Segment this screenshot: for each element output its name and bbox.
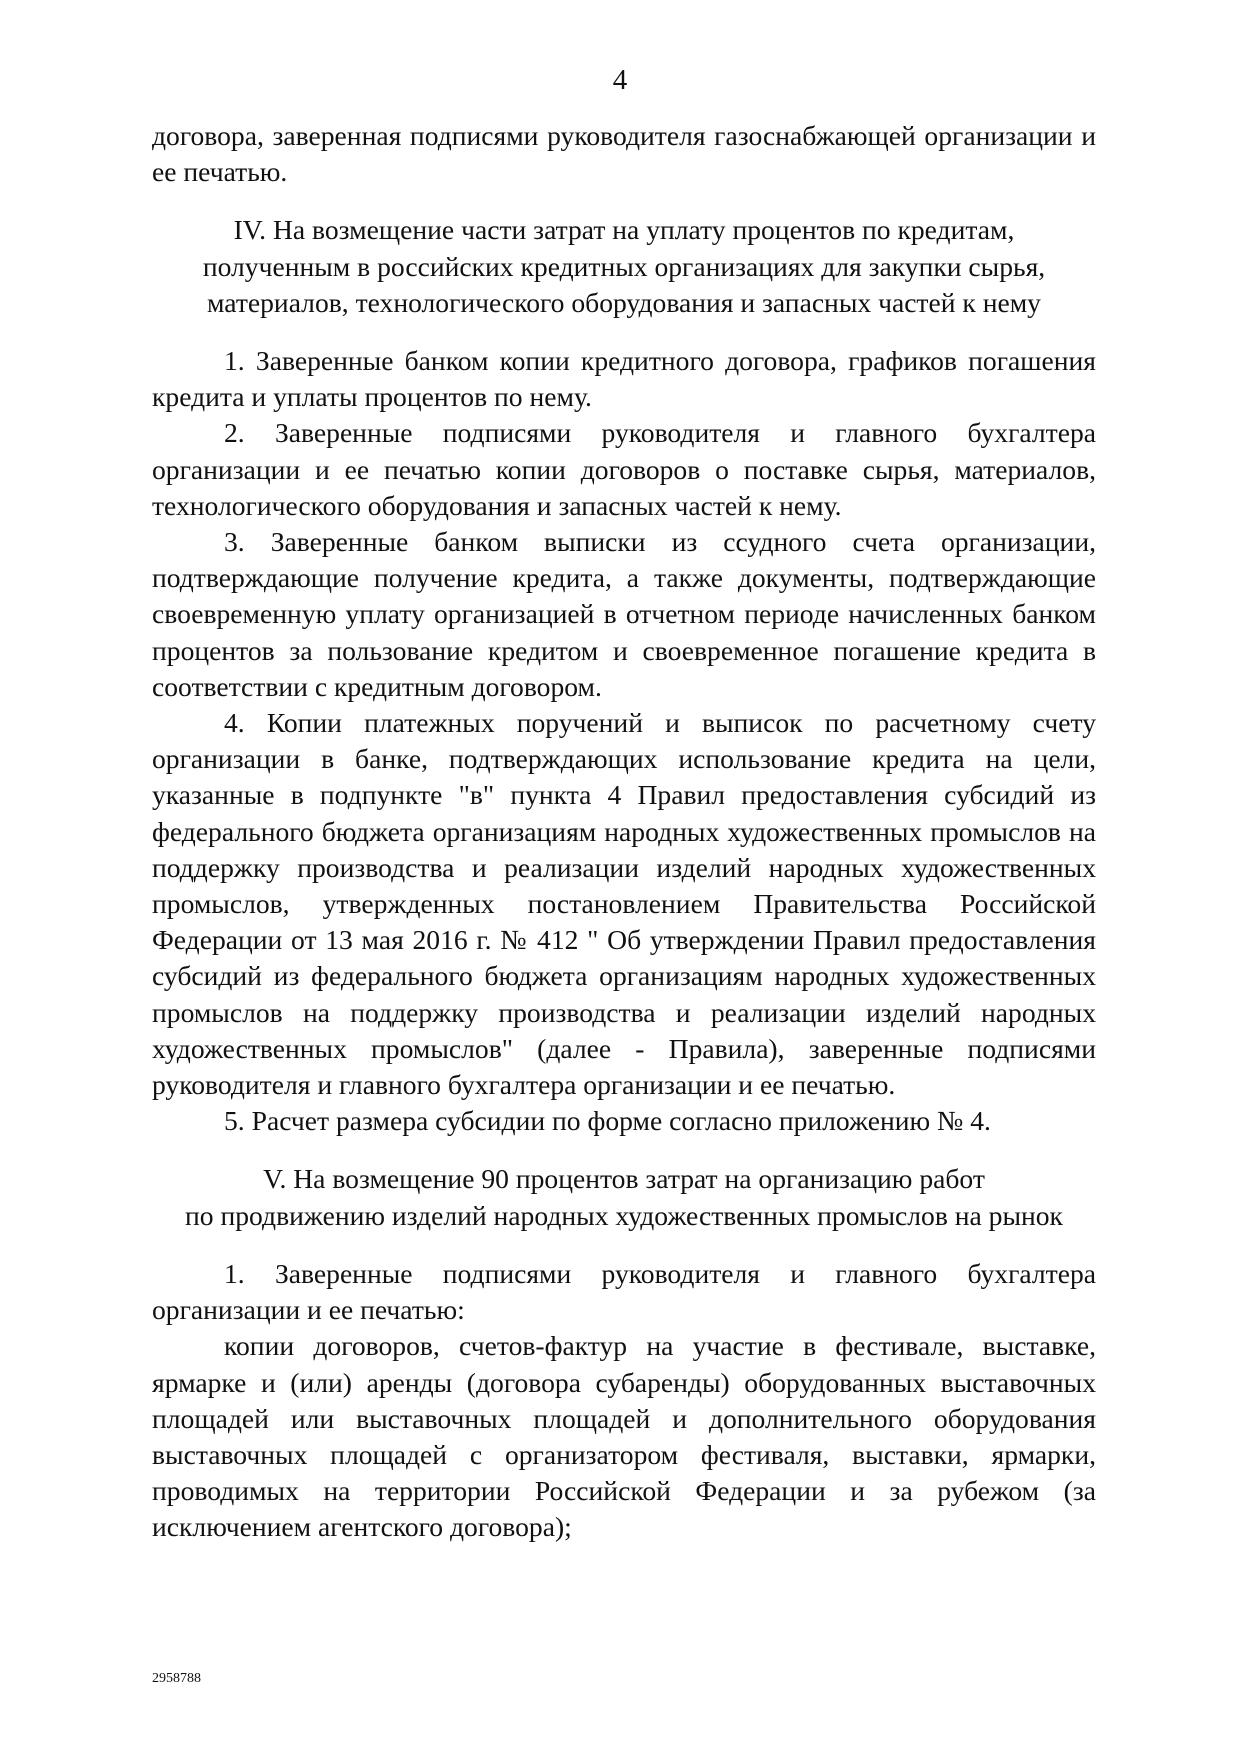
continuation-paragraph: договора, заверенная подписями руководителя газоснабжающей организации и ее печатью. xyxy=(152,120,1096,188)
section-iv-item-4: 4. Копии платежных поручений и выписок по расчетному счету организации в банке, подтверждающих использование кредита на цели, указанные в подпункте "в" пункта 4 Правил предоставления субсидий из федерального бюджета организациям народных художественных промыслов на поддержку производства и реализации изделий народных художественных промыслов, утвержденных постановлением Правительства Российской Федерации от 13 мая 2016 г. № 412 " Об утверждении Правил предоставления субсидий из федерального бюджета организациям народных художественных промыслов на поддержку производства и реализации изделий народных художественных промыслов" (далее - Правила), заверенные подписями руководителя и главного бухгалтера организации и ее печатью. xyxy=(152,707,1096,1101)
section-iv-item-5: 5. Расчет размера субсидии по форме согласно приложению № 4. xyxy=(224,1105,991,1137)
section-iv-heading-line: IV. На возмещение части затрат на уплату процентов по кредитам, xyxy=(233,214,1015,246)
section-v-heading xyxy=(152,1161,1096,1233)
document-code: 2958788 xyxy=(152,1671,201,1686)
section-v-heading-line: V. На возмещение 90 процентов затрат на организацию работ xyxy=(263,1163,985,1195)
section-iv-heading xyxy=(152,212,1096,321)
section-iv-heading-line: материалов, технологического оборудования и запасных частей к нему xyxy=(207,286,1041,318)
section-iv-item-3: 3. Заверенные банком выписки из ссудного счета организации, подтверждающие получение кредита, а также документы, подтверждающие своевременную уплату организацией в отчетном периоде начисленных банком процентов за пользование кредитом и своевременное погашение кредита в соответствии с кредитным договором. xyxy=(152,526,1096,702)
section-v-item-1: 1. Заверенные подписями руководителя и главного бухгалтера организации и ее печатью: xyxy=(152,1257,1096,1326)
document-body xyxy=(152,118,1096,1546)
section-v-heading-line: по продвижению изделий народных художественных промыслов на рынок xyxy=(185,1199,1063,1231)
page-number: 4 xyxy=(612,64,628,96)
section-iv-item-2: 2. Заверенные подписями руководителя и главного бухгалтера организации и ее печатью копии договоров о поставке сырья, материалов, технологического оборудования и запасных частей к нему. xyxy=(152,417,1096,521)
section-v-item-1-subparagraph: копии договоров, счетов-фактур на участие в фестивале, выставке, ярмарке и (или) аренды (договора субаренды) оборудованных выставочных площадей или выставочных площадей и дополнительного оборудования выставочных площадей с организатором фестиваля, выставки, ярмарки, проводимых на территории Российской Федерации и за рубежом (за исключением агентского договора); xyxy=(152,1330,1096,1543)
section-iv-heading-line: полученным в российских кредитных организациях для закупки сырья, xyxy=(202,250,1046,282)
section-iv-item-1: 1. Заверенные банком копии кредитного договора, графиков погашения кредита и уплаты процентов по нему. xyxy=(152,345,1096,413)
